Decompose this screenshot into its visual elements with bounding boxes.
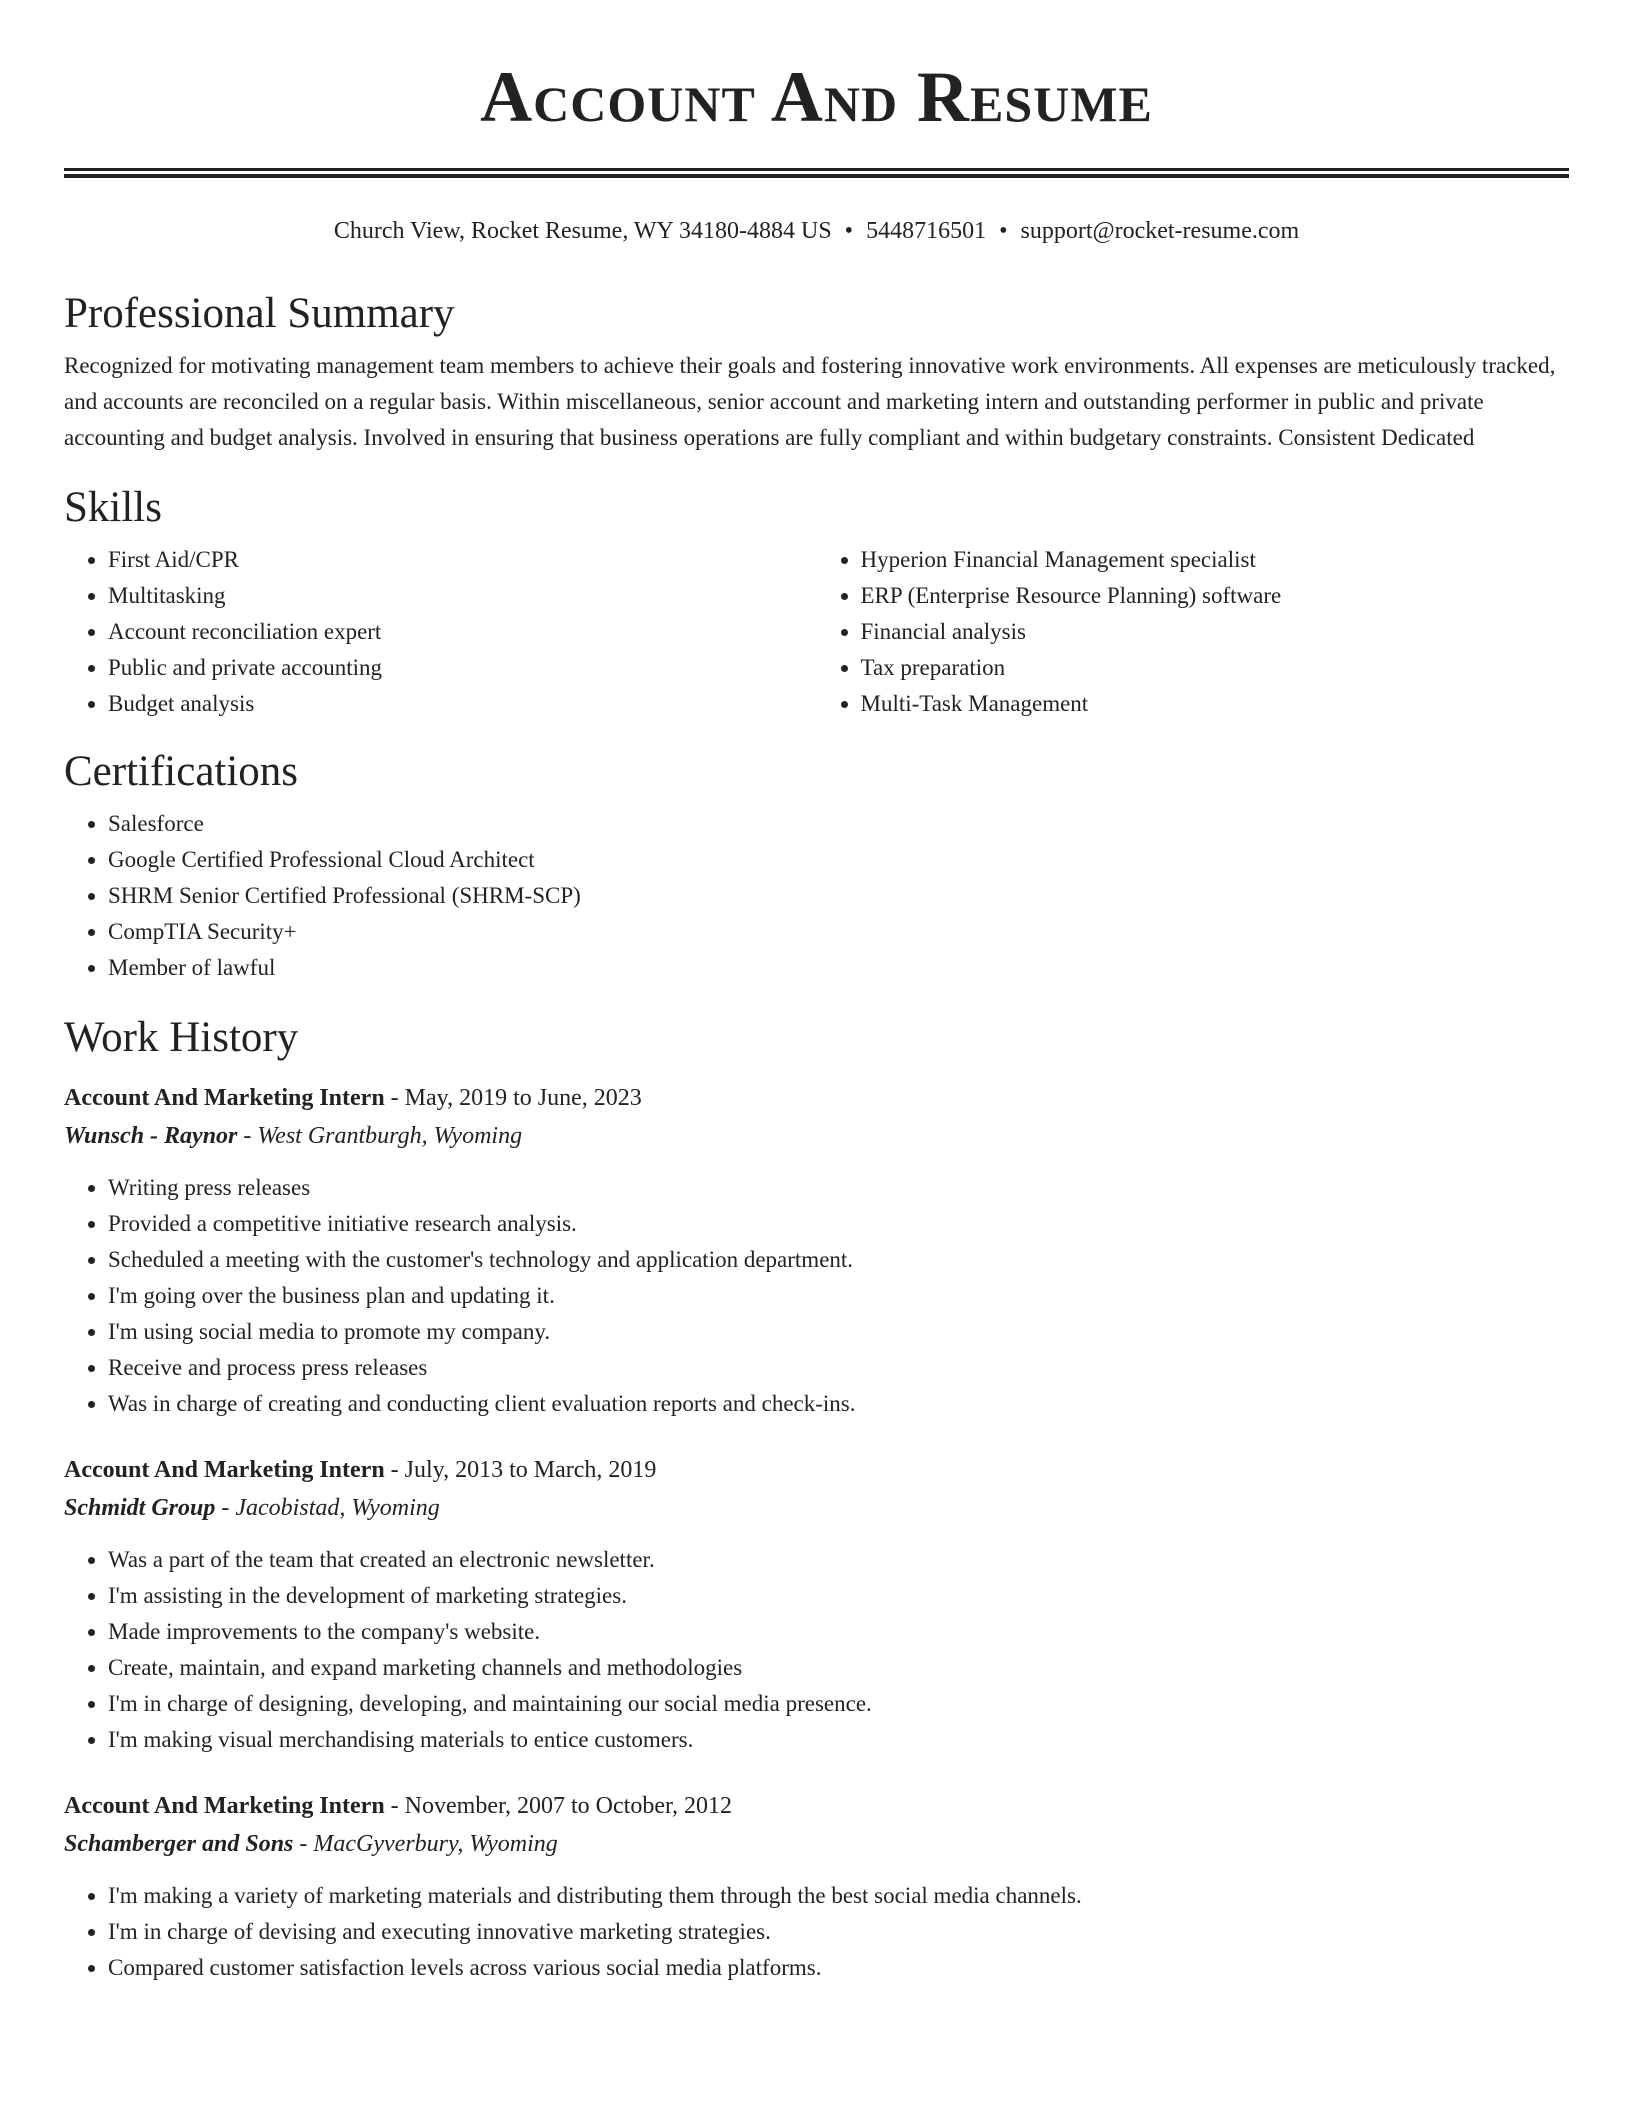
skill-item: • Multitasking <box>108 578 817 614</box>
skill-item: • Public and private accounting <box>108 650 817 686</box>
certifications-list <box>64 806 1569 986</box>
job-entry <box>64 1788 1569 1986</box>
job-duty: • Writing press releases <box>108 1170 1569 1206</box>
job-title: Account And Marketing Intern <box>64 1793 385 1819</box>
title-double-rule <box>64 168 1569 178</box>
job-duty: • I'm assisting in the development of marketing strategies. <box>108 1578 1569 1614</box>
job-duties-list <box>64 1170 1569 1422</box>
certification-item: • Salesforce <box>108 806 1569 842</box>
job-company-line: Schamberger and Sons - MacGyverbury, Wyoming <box>64 1831 558 1857</box>
resume-content <box>64 0 1569 1986</box>
resume-title: Account And Resume <box>480 57 1153 137</box>
job-location: MacGyverbury, Wyoming <box>313 1831 558 1857</box>
certification-item: • SHRM Senior Certified Professional (SHRM-SCP) <box>108 878 1569 914</box>
job-location: West Grantburgh, Wyoming <box>257 1123 523 1149</box>
summary-heading: Professional Summary <box>64 290 455 337</box>
skills-columns <box>64 542 1569 722</box>
job-dates: July, 2013 to March, 2019 <box>404 1457 657 1483</box>
contact-separator: • <box>999 218 1008 244</box>
skills-heading: Skills <box>64 484 162 531</box>
certification-item: • CompTIA Security+ <box>108 914 1569 950</box>
job-duty: • Scheduled a meeting with the customer's technology and application department. <box>108 1242 1569 1278</box>
job-title-line: Account And Marketing Intern - November, 2007 to October, 2012 <box>64 1793 733 1819</box>
job-duty: • Made improvements to the company's website. <box>108 1614 1569 1650</box>
skill-item: • Tax preparation <box>861 650 1570 686</box>
job-company: Schmidt Group <box>64 1495 216 1521</box>
contact-phone: 5448716501 <box>866 218 987 244</box>
certification-item: • Google Certified Professional Cloud Architect <box>108 842 1569 878</box>
skill-item: • ERP (Enterprise Resource Planning) software <box>861 578 1570 614</box>
job-duty: • Compared customer satisfaction levels across various social media platforms. <box>108 1950 1569 1986</box>
job-company-line: Wunsch - Raynor - West Grantburgh, Wyoming <box>64 1123 523 1149</box>
job-duty: • Create, maintain, and expand marketing channels and methodologies <box>108 1650 1569 1686</box>
job-dates: November, 2007 to October, 2012 <box>404 1793 733 1819</box>
job-duties-list <box>64 1542 1569 1758</box>
job-title: Account And Marketing Intern <box>64 1457 385 1483</box>
work-history-heading: Work History <box>64 1014 299 1061</box>
contact-separator: • <box>844 218 854 244</box>
skills-list-right <box>817 542 1570 722</box>
job-entry <box>64 1080 1569 1422</box>
job-title: Account And Marketing Intern <box>64 1085 385 1111</box>
skill-item: • Hyperion Financial Management specialist <box>861 542 1570 578</box>
job-company: Schamberger and Sons <box>64 1831 294 1857</box>
job-duty: • I'm making a variety of marketing materials and distributing them through the best social media channels. <box>108 1878 1569 1914</box>
job-duty: • Was a part of the team that created an electronic newsletter. <box>108 1542 1569 1578</box>
job-dates: May, 2019 to June, 2023 <box>404 1085 642 1111</box>
skill-item: • Multi-Task Management <box>861 686 1570 722</box>
summary-text: Recognized for motivating management team members to achieve their goals and fostering innovative work environments. All expenses are meticulously tracked, and accounts are reconciled on a regular basis. Within miscellaneous, senior account and marketing intern and outstanding performer in public and private accounting and budget analysis. Involved in ensuring that business operations are fully compliant and within budgetary constraints. Consistent Dedicated <box>64 353 1556 450</box>
job-duty: • I'm going over the business plan and updating it. <box>108 1278 1569 1314</box>
job-title-line: Account And Marketing Intern - May, 2019 to June, 2023 <box>64 1085 642 1111</box>
skill-item: • First Aid/CPR <box>108 542 817 578</box>
job-duty: • I'm in charge of designing, developing, and maintaining our social media presence. <box>108 1686 1569 1722</box>
skill-item: • Budget analysis <box>108 686 817 722</box>
job-duty: • I'm making visual merchandising materials to entice customers. <box>108 1722 1569 1758</box>
job-duties-list <box>64 1878 1569 1986</box>
skill-item: • Account reconciliation expert <box>108 614 817 650</box>
job-company-line: Schmidt Group - Jacobistad, Wyoming <box>64 1495 440 1521</box>
job-duty: • Was in charge of creating and conducting client evaluation reports and check-ins. <box>108 1386 1569 1422</box>
contact-line <box>64 214 1569 248</box>
certification-item: • Member of lawful <box>108 950 1569 986</box>
job-duty: • I'm using social media to promote my company. <box>108 1314 1569 1350</box>
job-company: Wunsch - Raynor <box>64 1123 238 1149</box>
job-entry <box>64 1452 1569 1758</box>
job-duty: • Receive and process press releases <box>108 1350 1569 1386</box>
certifications-heading: Certifications <box>64 748 299 795</box>
job-duty: • I'm in charge of devising and executing innovative marketing strategies. <box>108 1914 1569 1950</box>
job-location: Jacobistad, Wyoming <box>235 1495 440 1521</box>
contact-email: support@rocket-resume.com <box>1020 218 1300 244</box>
job-duty: • Provided a competitive initiative research analysis. <box>108 1206 1569 1242</box>
skills-list-left <box>64 542 817 722</box>
contact-address: Church View, Rocket Resume, WY 34180-4884 US <box>333 218 832 244</box>
skill-item: • Financial analysis <box>861 614 1570 650</box>
job-title-line: Account And Marketing Intern - July, 2013 to March, 2019 <box>64 1457 657 1483</box>
